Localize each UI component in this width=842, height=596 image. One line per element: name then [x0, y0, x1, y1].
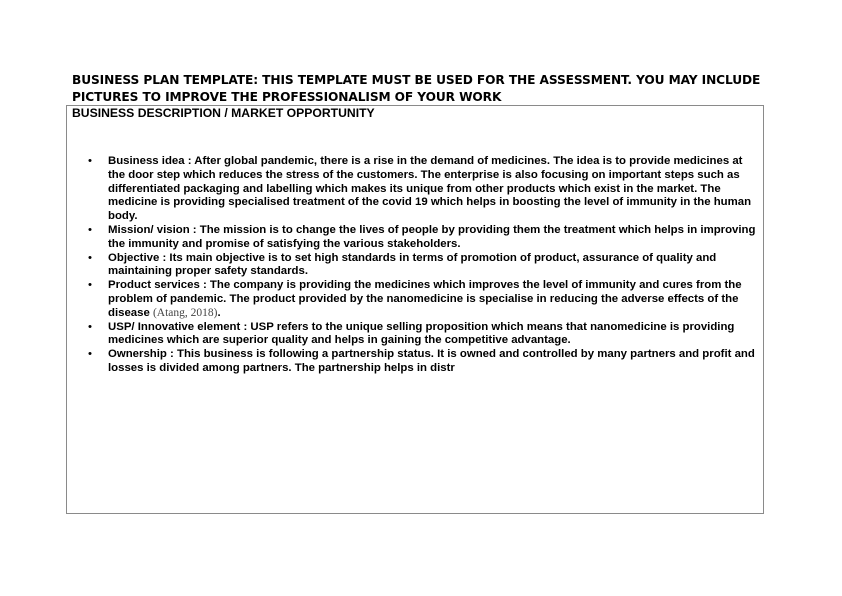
bullet-list: [67, 155, 763, 376]
list-item-text: Business idea : After global pandemic, there is a rise in the demand of medicines. The idea is to provide medicines at the door step which reduces the stress of the customers. The enterprise is also focusing on important steps such as differentiated packaging and labelling which makes its unique from other products which exist in the market. The medicine is providing specialised treatment of the covid 19 which helps in boosting the level of immunity in the human body.: [108, 155, 752, 223]
list-item-text: Objective : Its main objective is to set high standards in terms of promotion of product, assurance of quality and maintaining proper safety standards.: [108, 251, 717, 278]
list-item-business-idea: [67, 155, 763, 224]
list-item-objective: [67, 252, 763, 280]
business-description-table: [66, 105, 764, 514]
list-item-mission-vision: [67, 224, 763, 252]
section-heading: BUSINESS DESCRIPTION / MARKET OPPORTUNITY: [72, 106, 375, 120]
bullet-icon: •: [88, 348, 92, 361]
page-title: BUSINESS PLAN TEMPLATE: THIS TEMPLATE MUST BE USED FOR THE ASSESSMENT. YOU MAY INCLUDE PICTURES TO IMPROVE THE PROFESSIONALISM OF YOUR WORK: [72, 73, 761, 104]
bullet-icon: •: [88, 155, 92, 167]
citation: (Atang, 2018): [152, 306, 218, 319]
bullet-icon: •: [88, 320, 92, 333]
bullet-icon: •: [88, 223, 92, 236]
sentence-end: .: [217, 306, 221, 319]
bullet-icon: •: [88, 279, 92, 292]
list-item-text: Mission/ vision : The mission is to change the lives of people by providing them the treatment which helps in improving the immunity and promise of satisfying the various stakeholders.: [108, 223, 756, 250]
list-item-text: Ownership : This business is following a partnership status. It is owned and controlled by many partners and profit and losses is divided among partners. The partnership helps in distr: [108, 348, 755, 374]
list-item-ownership: [67, 348, 763, 376]
list-item-product-services: [67, 279, 763, 320]
list-item-usp: [67, 321, 763, 349]
bullet-icon: •: [88, 251, 92, 264]
list-item-text: USP/ Innovative element : USP refers to the unique selling proposition which means that nanomedicine is providing medicines which are superior quality and helps in gaining the competitive advantage.: [108, 320, 735, 347]
list-item-text: Product services : The company is providing the medicines which improves the level of immunity and cures from the problem of pandemic. The product provided by the nanomedicine is specialise in reducing the adverse effects of the disease: [108, 279, 742, 319]
